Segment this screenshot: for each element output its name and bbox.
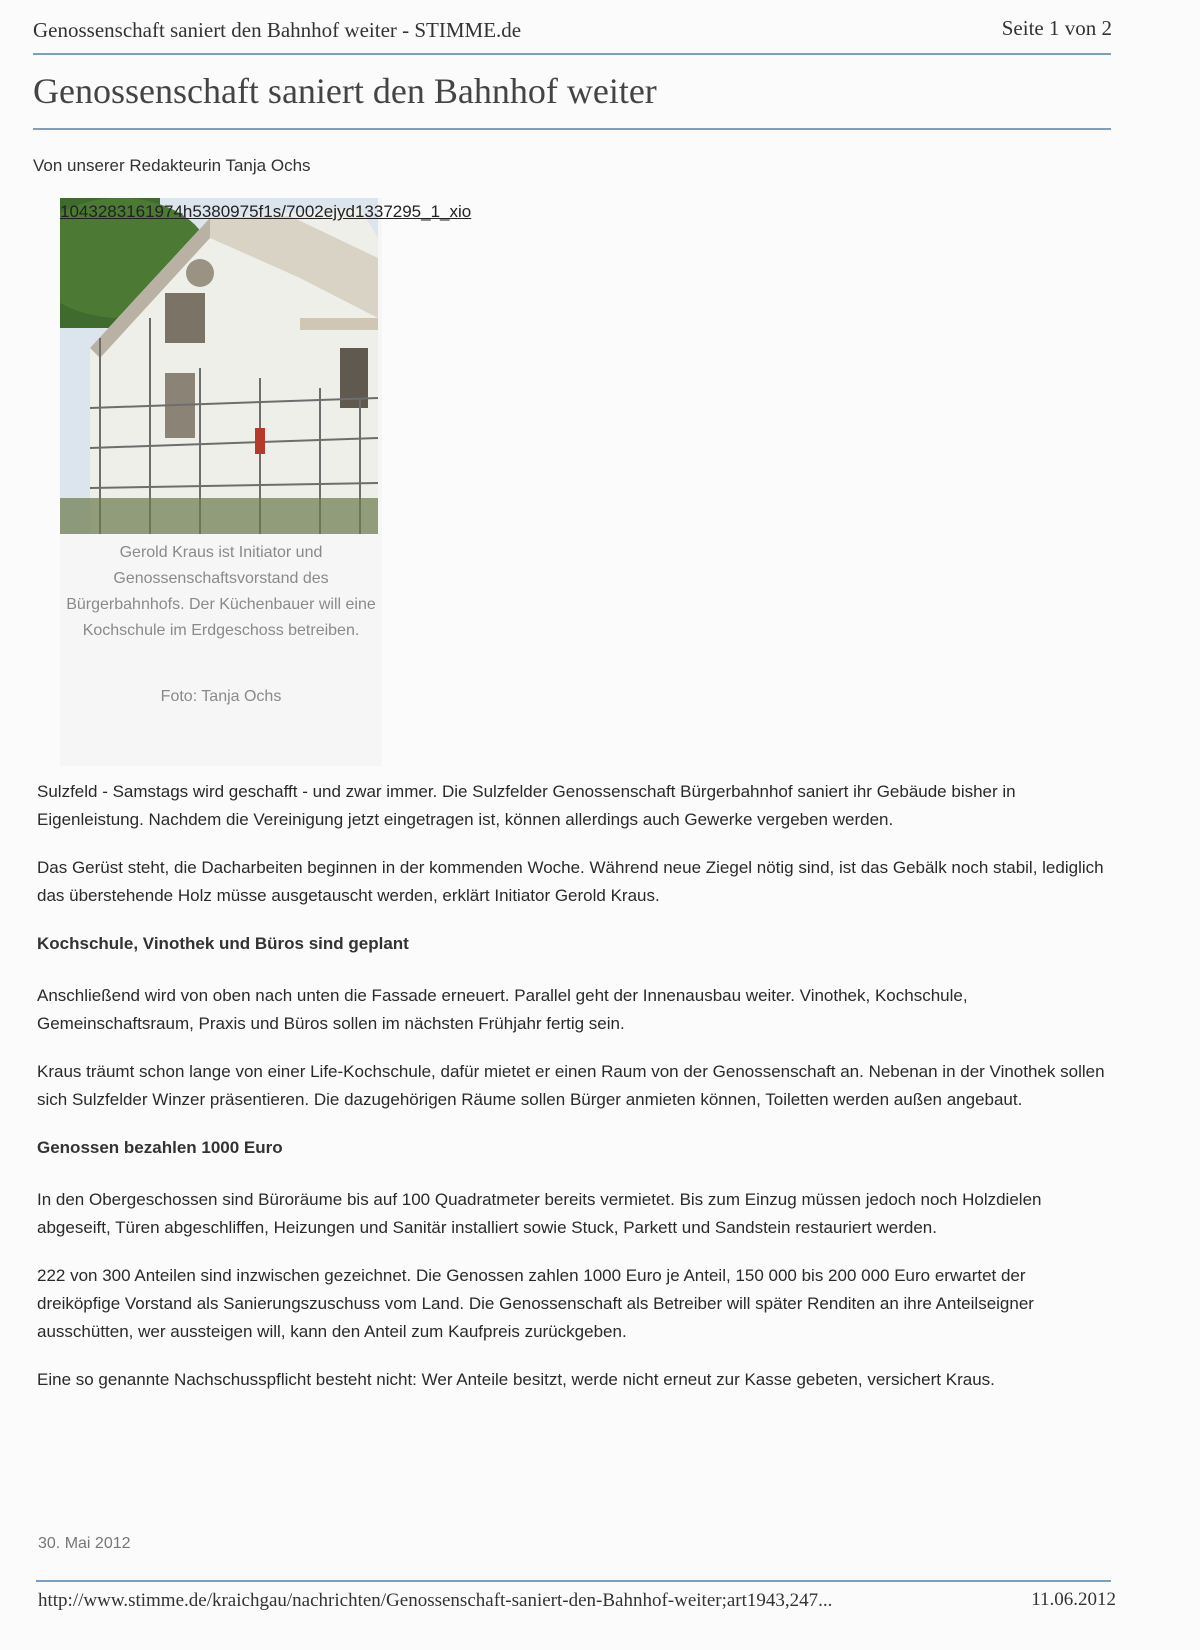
- article-title: Genossenschaft saniert den Bahnhof weiter: [33, 71, 657, 111]
- article-figure: [60, 198, 382, 766]
- article-byline: Von unserer Redakteurin Tanja Ochs: [33, 156, 311, 175]
- footer-print-date: 11.06.2012: [1031, 1589, 1116, 1610]
- paragraph-4: Kraus träumt schon lange von einer Life-Kochschule, dafür mietet er einen Raum von der Genossenschaft an. Nebenan in der Vinothek sollen sich Sulzfelder Winzer präsentieren. Die dazugehörigen Räume sollen Bürger anmieten können, Toiletten werden außen angebaut.: [37, 1062, 1105, 1109]
- building-photo: [60, 198, 378, 534]
- article-date: 30. Mai 2012: [38, 1535, 131, 1552]
- paragraph-6: 222 von 300 Anteilen sind inzwischen gezeichnet. Die Genossen zahlen 1000 Euro je Anteil, 150 000 bis 200 000 Euro erwartet der dreiköpfige Vorstand als Sanierungszuschuss vom Land. Die Genossenschaft als Betreiber will später Renditen an ihre Anteilseigner ausschütten, wer aussteigen will, kann den Anteil zum Kaufpreis zurückgeben.: [37, 1266, 1034, 1341]
- footer-divider: [36, 1580, 1111, 1582]
- paragraph-2: Das Gerüst steht, die Dacharbeiten beginnen in der kommenden Woche. Während neue Ziegel nötig sind, ist das Gebälk noch stabil, lediglich das überstehende Holz müsse ausgetauscht werden, erklärt Initiator Gerold Kraus.: [37, 858, 1104, 905]
- paragraph-1: Sulzfeld - Samstags wird geschafft - und zwar immer. Die Sulzfelder Genossenschaft Bürgerbahnhof saniert ihr Gebäude bisher in Eigenleistung. Nachdem die Vereinigung jetzt eingetragen ist, können allerdings auch Gewerke vergeben werden.: [37, 782, 1016, 829]
- photo-caption: Gerold Kraus ist Initiator und Genossenschaftsvorstand des Bürgerbahnhofs. Der Küchenbauer will eine Kochschule im Erdgeschoss betreiben.: [66, 544, 376, 639]
- paragraph-3: Anschließend wird von oben nach unten die Fassade erneuert. Parallel geht der Innenausbau weiter. Vinothek, Kochschule, Gemeinschaftsraum, Praxis und Büros sollen im nächsten Frühjahr fertig sein.: [37, 986, 968, 1033]
- article-body: [37, 778, 1107, 1414]
- header-divider: [33, 53, 1111, 55]
- paragraph-5: In den Obergeschossen sind Büroräume bis auf 100 Quadratmeter bereits vermietet. Bis zum Einzug müssen jedoch noch Holzdielen abgeseift, Türen abgeschliffen, Heizungen und Sanitär installiert sowie Stuck, Parkett und Sandstein restauriert werden.: [37, 1190, 1042, 1237]
- photo-credit: Foto: Tanja Ochs: [160, 688, 282, 705]
- image-link[interactable]: 1043283161974h5380975f1s/7002ejyd1337295_1_xio: [60, 202, 472, 221]
- title-divider: [33, 128, 1111, 130]
- paragraph-7: Eine so genannte Nachschusspflicht besteht nicht: Wer Anteile besitzt, werde nicht erneut zur Kasse gebeten, versichert Kraus.: [37, 1370, 995, 1389]
- subheading-1: Kochschule, Vinothek und Büros sind geplant: [37, 934, 409, 953]
- print-header-title: Genossenschaft saniert den Bahnhof weiter - STIMME.de: [33, 18, 522, 42]
- subheading-2: Genossen bezahlen 1000 Euro: [37, 1138, 283, 1157]
- print-page-count: Seite 1 von 2: [1001, 16, 1112, 40]
- footer-url: http://www.stimme.de/kraichgau/nachrichten/Genossenschaft-saniert-den-Bahnhof-weiter;art1943,247...: [38, 1590, 833, 1611]
- building-photo-illustration: [60, 198, 378, 534]
